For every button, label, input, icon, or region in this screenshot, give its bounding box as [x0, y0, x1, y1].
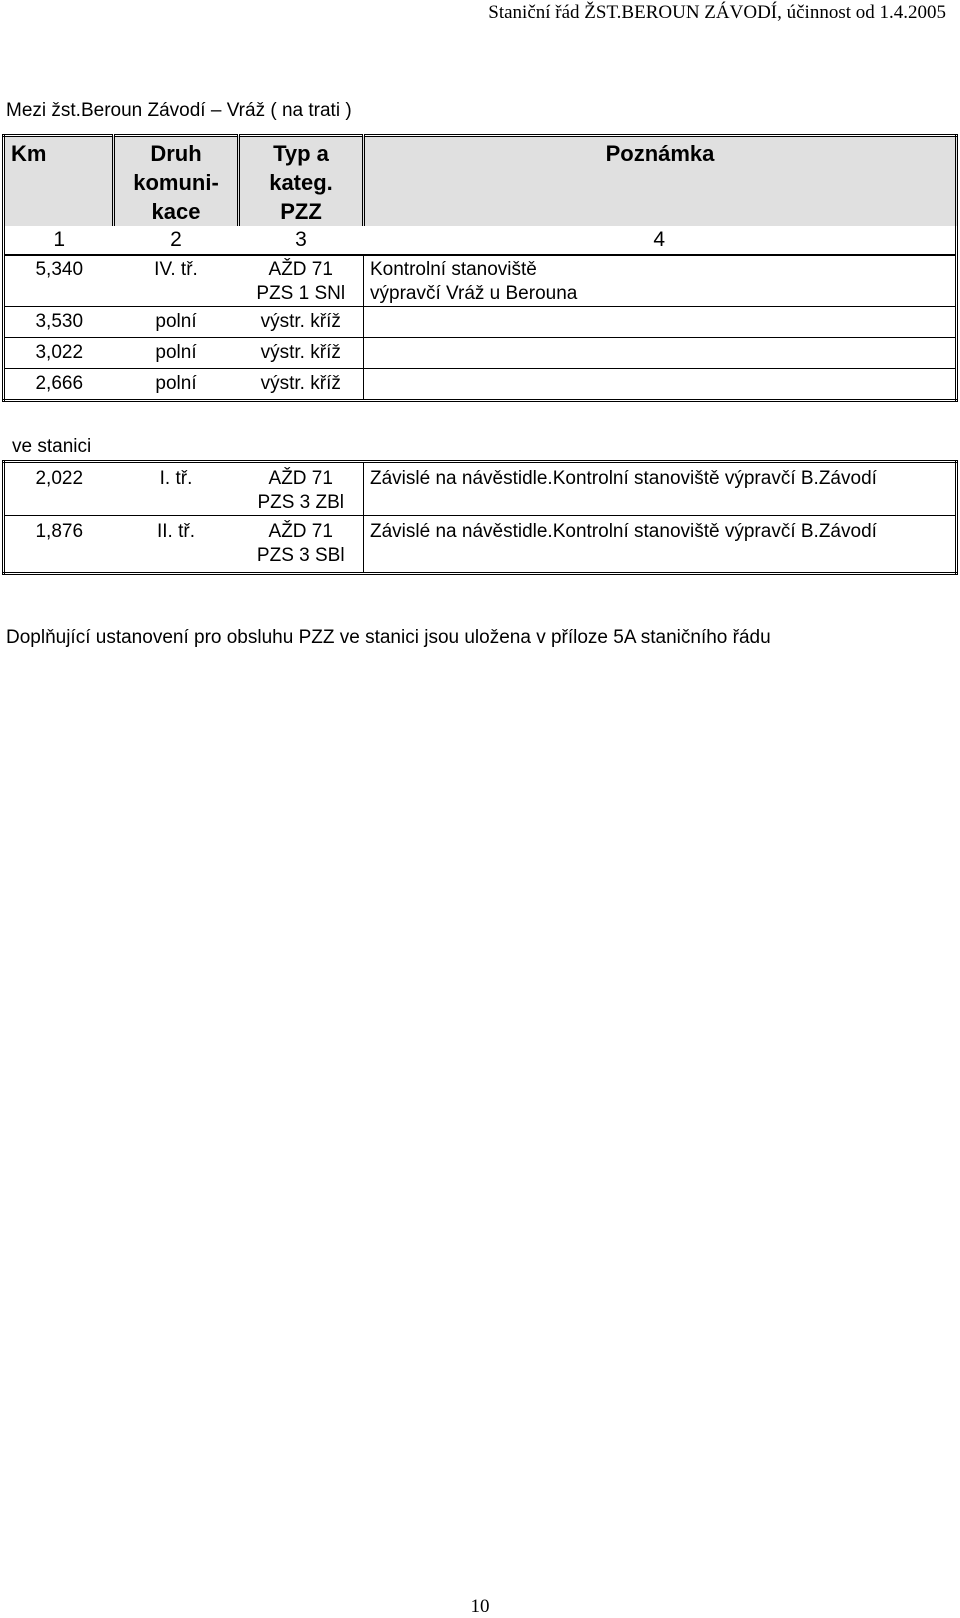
note-cell — [364, 338, 957, 369]
typ-cell: AŽD 71 PZS 3 SBl — [239, 516, 364, 574]
page-number: 10 — [470, 1596, 490, 1617]
header-druh: Druh komuni- kace — [114, 136, 239, 227]
typ-cell: výstr. kříž — [239, 307, 364, 338]
table-header-row — [4, 136, 957, 227]
header-poznamka: Poznámka — [364, 136, 957, 227]
page-header: Staniční řád ŽST.BEROUN ZÁVODÍ, účinnost od 1.4.2005 — [488, 2, 946, 23]
druh-cell: IV. tř. — [154, 259, 198, 280]
km-cell: 5,340 — [35, 259, 84, 280]
druh-cell: polní — [114, 338, 239, 369]
table-row — [4, 369, 957, 401]
note-cell: Závislé na návěstidle.Kontrolní stanoviště výpravčí B.Závodí — [364, 516, 957, 574]
station-section-label: ve stanici — [12, 436, 92, 457]
column-number-row — [4, 226, 957, 255]
header-typ: Typ a kateg. PZZ — [239, 136, 364, 227]
col-number: 2 — [114, 226, 239, 255]
druh-cell: polní — [114, 307, 239, 338]
typ-cell: AŽD 71 PZS 1 SNl — [256, 259, 346, 304]
note-cell: Závislé na návěstidle.Kontrolní stanoviště výpravčí B.Závodí — [364, 462, 957, 516]
col-number: 3 — [239, 226, 364, 255]
footer-note: Doplňující ustanovení pro obsluhu PZZ ve stanici jsou uložena v příloze 5A staničního řádu — [6, 627, 771, 648]
typ-cell: výstr. kříž — [239, 338, 364, 369]
col-number: 4 — [364, 226, 957, 255]
col-number: 1 — [4, 226, 114, 255]
typ-cell: výstr. kříž — [239, 369, 364, 401]
table-row — [4, 338, 957, 369]
druh-cell: I. tř. — [159, 468, 193, 489]
table-row — [4, 307, 957, 338]
route-crossings-table — [2, 134, 958, 402]
table-row — [4, 255, 957, 307]
note-cell — [364, 307, 957, 338]
table-row — [4, 516, 957, 574]
km-cell: 3,022 — [4, 338, 114, 369]
section-title: Mezi žst.Beroun Závodí – Vráž ( na trati ) — [6, 100, 352, 121]
header-km: Km — [4, 136, 114, 227]
station-crossings-table — [2, 460, 958, 575]
km-cell: 2,666 — [4, 369, 114, 401]
km-cell: 3,530 — [4, 307, 114, 338]
typ-cell: AŽD 71 PZS 3 ZBl — [257, 468, 345, 513]
druh-cell: polní — [114, 369, 239, 401]
druh-cell: II. tř. — [114, 516, 239, 574]
note-cell — [364, 369, 957, 401]
km-cell: 2,022 — [35, 468, 84, 489]
km-cell: 1,876 — [4, 516, 114, 574]
note-cell: Kontrolní stanoviště výpravčí Vráž u Berouna — [364, 255, 957, 307]
table-row — [4, 462, 957, 516]
